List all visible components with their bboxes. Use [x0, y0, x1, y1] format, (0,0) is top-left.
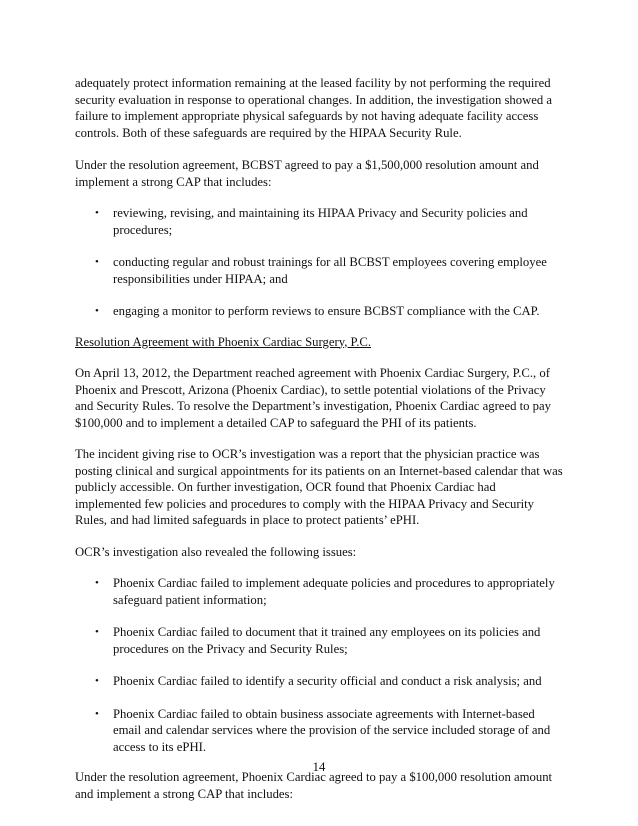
list-item-text: reviewing, revising, and maintaining its HIPAA Privacy and Security policies and procedures; [113, 206, 528, 237]
page-number: 14 [312, 760, 326, 774]
list-item [75, 205, 565, 238]
list-item [75, 673, 565, 690]
page-body [75, 75, 565, 817]
list-item-text: Phoenix Cardiac failed to implement adequate policies and procedures to appropriately safeguard patient information; [113, 576, 555, 607]
bullet-icon: • [95, 577, 99, 589]
paragraph-incident: The incident giving rise to OCR’s investigation was a report that the physician practice was posting clinical and surgical appointments for its patients on an Internet-based calendar that was publicly accessible. On further investigation, OCR found that Phoenix Cardiac had implemented few policies and procedures to comply with the HIPAA Privacy and Security Rules, and had limited safeguards in place to protect patients’ ePHI. [75, 447, 563, 527]
paragraph-bcbst-resolution: Under the resolution agreement, BCBST agreed to pay a $1,500,000 resolution amount and implement a strong CAP that includes: [75, 158, 539, 189]
list-item [75, 254, 565, 287]
bullet-icon: • [95, 707, 99, 720]
list-item-text: Phoenix Cardiac failed to document that it trained any employees on its policies and procedures on the Privacy and Security Rules; [113, 625, 541, 656]
ocr-issues-list [75, 575, 565, 755]
list-item-text: Phoenix Cardiac failed to identify a security official and conduct a risk analysis; and [113, 674, 542, 688]
paragraph-bcbst-safeguards: adequately protect information remaining at the leased facility by not performing the required security evaluation in response to operational changes. In addition, the investigation showed a failure to implement appropriate physical safeguards by not having adequate facility access controls. Both of these safeguards are required by the HIPAA Security Rule. [75, 76, 553, 140]
list-item [75, 624, 565, 657]
bullet-icon: • [95, 305, 99, 317]
bullet-icon: • [95, 675, 99, 687]
section-heading: Resolution Agreement with Phoenix Cardiac Surgery, P.C. [75, 334, 372, 349]
bullet-icon: • [95, 626, 99, 638]
list-item-text: conducting regular and robust trainings for all BCBST employees covering employee responsibilities under HIPAA; and [113, 255, 547, 286]
paragraph-phoenix-agreement: On April 13, 2012, the Department reached agreement with Phoenix Cardiac Surgery, P.C., of Phoenix and Prescott, Arizona (Phoenix Cardiac), to settle potential violations of the Privacy and Security Rules. To resolve the Department’s investigation, Phoenix Cardiac agreed to pay $100,000 and to implement a detailed CAP to safeguard the PHI of its patients. [75, 366, 551, 430]
list-item [75, 706, 565, 756]
list-item-text: Phoenix Cardiac failed to obtain business associate agreements with Internet-based email and calendar services where the provision of the service included storage of and access to its ePHI. [113, 706, 551, 754]
paragraph-phoenix-resolution: Under the resolution agreement, Phoenix Cardiac agreed to pay a $100,000 resolution amount and implement a strong CAP that includes: [75, 770, 553, 801]
list-item [75, 575, 565, 608]
bullet-icon: • [95, 207, 99, 219]
paragraph-issues-intro: OCR’s investigation also revealed the following issues: [75, 544, 357, 559]
list-item [75, 303, 565, 320]
list-item-text: engaging a monitor to perform reviews to ensure BCBST compliance with the CAP. [113, 304, 540, 318]
bullet-icon: • [95, 256, 99, 268]
bcbst-cap-list [75, 205, 565, 320]
